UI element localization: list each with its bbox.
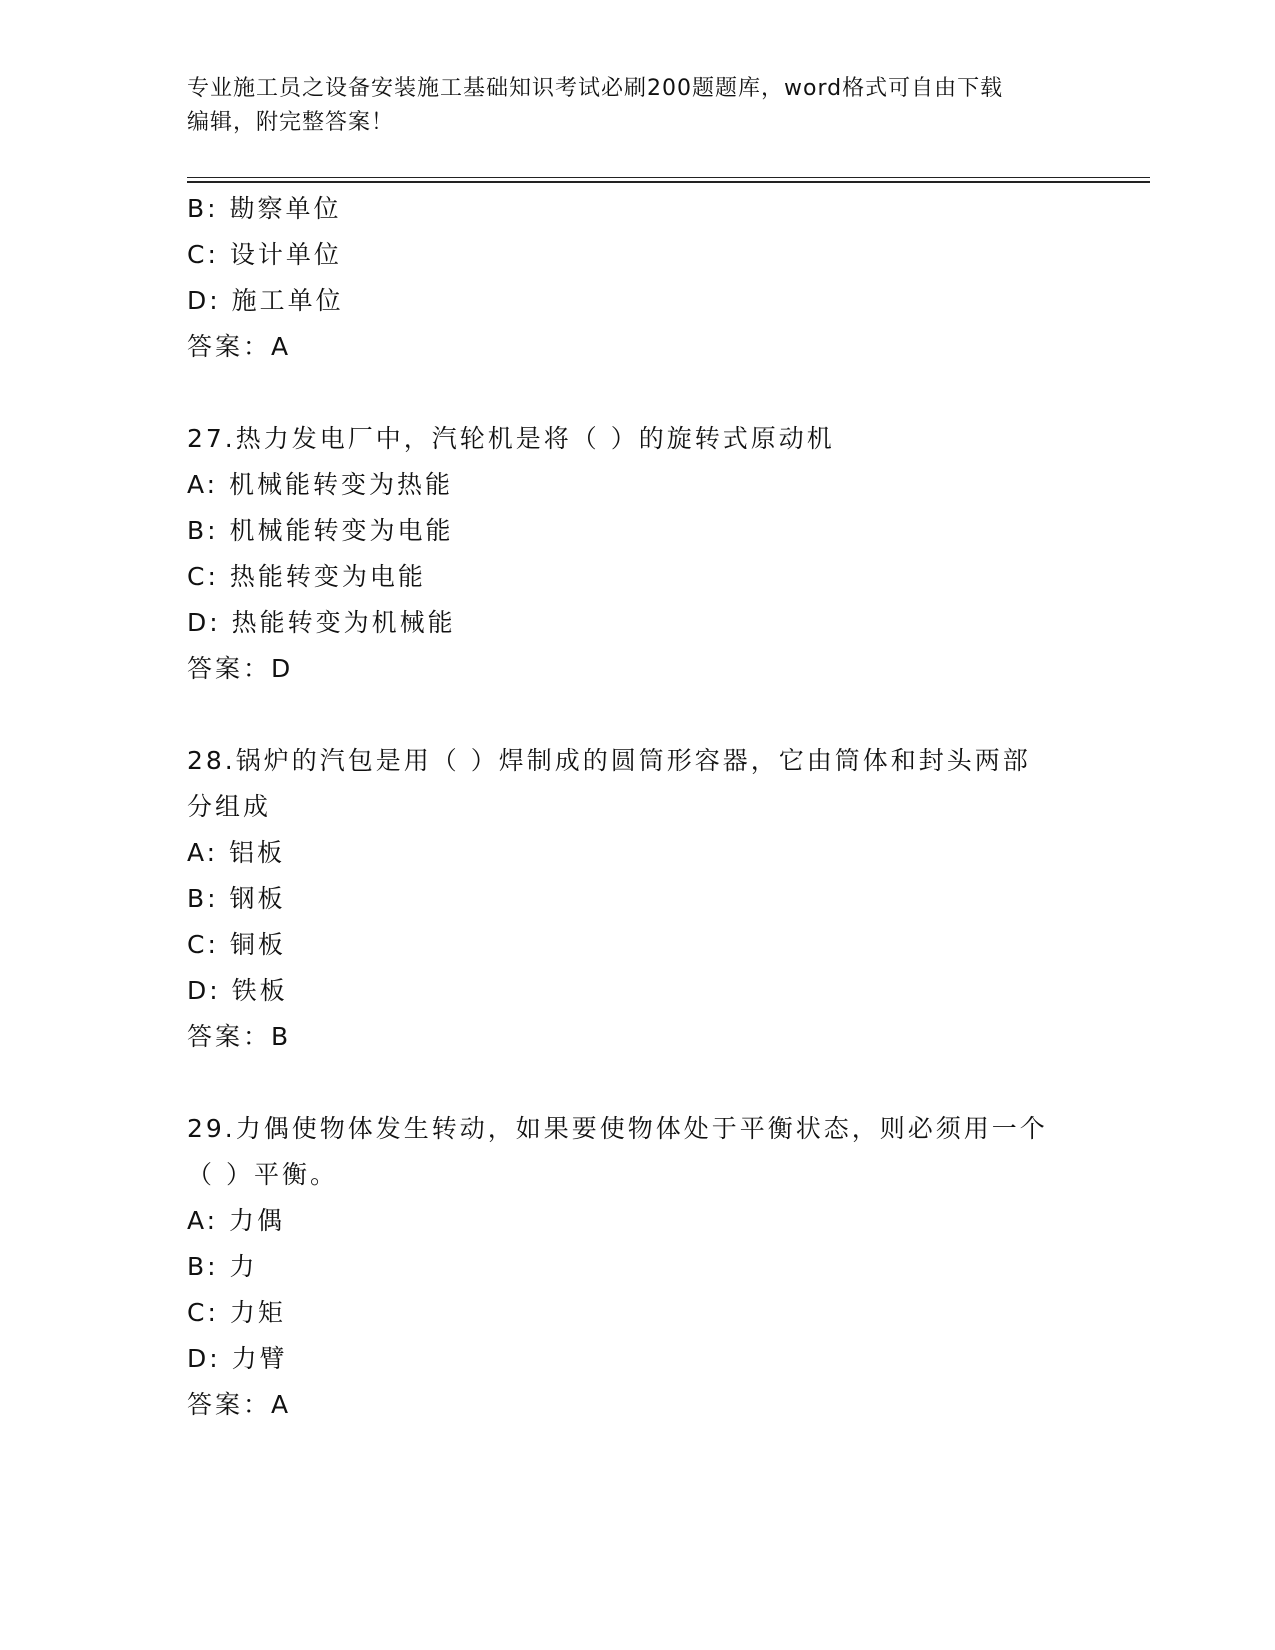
answer-line: 答案：A [187, 1390, 292, 1419]
answer-line: 答案：B [187, 1022, 292, 1051]
option-a: A: 力偶 [187, 1206, 286, 1235]
option-c: C: 铜板 [187, 930, 286, 959]
option-b: B: 勘察单位 [187, 194, 342, 223]
question-28 [187, 738, 1087, 1060]
question-27 [187, 416, 1087, 692]
option-d: D: 施工单位 [187, 286, 344, 315]
question-title-line-1: 29.力偶使物体发生转动，如果要使物体处于平衡状态，则必须用一个 [187, 1114, 1048, 1143]
option-c: C: 设计单位 [187, 240, 342, 269]
header-divider-thin [187, 177, 1150, 178]
question-list [187, 186, 1087, 1428]
header-divider-thick [187, 181, 1150, 183]
option-c: C: 力矩 [187, 1298, 286, 1327]
spacer [187, 1060, 1087, 1106]
option-b: B: 力 [187, 1252, 258, 1281]
option-b: B: 机械能转变为电能 [187, 516, 454, 545]
option-a: A: 铝板 [187, 838, 286, 867]
header-line-2: 编辑，附完整答案！ [187, 110, 395, 135]
question-26-fragment [187, 186, 1087, 370]
spacer [187, 370, 1087, 416]
question-title: 27.热力发电厂中，汽轮机是将（ ）的旋转式原动机 [187, 424, 835, 453]
header-line-1: 专业施工员之设备安装施工基础知识考试必刷200题题库，word格式可自由下载 [187, 76, 1004, 101]
option-d: D: 铁板 [187, 976, 288, 1005]
spacer [187, 692, 1087, 738]
question-title-line-2: （ ）平衡。 [187, 1160, 338, 1189]
question-title-line-2: 分组成 [187, 792, 272, 821]
option-d: D: 力臂 [187, 1344, 288, 1373]
option-d: D: 热能转变为机械能 [187, 608, 456, 637]
option-a: A: 机械能转变为热能 [187, 470, 454, 499]
question-29 [187, 1106, 1087, 1428]
question-title-line-1: 28.锅炉的汽包是用（ ）焊制成的圆筒形容器，它由筒体和封头两部 [187, 746, 1031, 775]
option-c: C: 热能转变为电能 [187, 562, 426, 591]
answer-line: 答案：D [187, 654, 294, 683]
document-header [187, 72, 1087, 140]
option-b: B: 钢板 [187, 884, 286, 913]
answer-line: 答案：A [187, 332, 292, 361]
